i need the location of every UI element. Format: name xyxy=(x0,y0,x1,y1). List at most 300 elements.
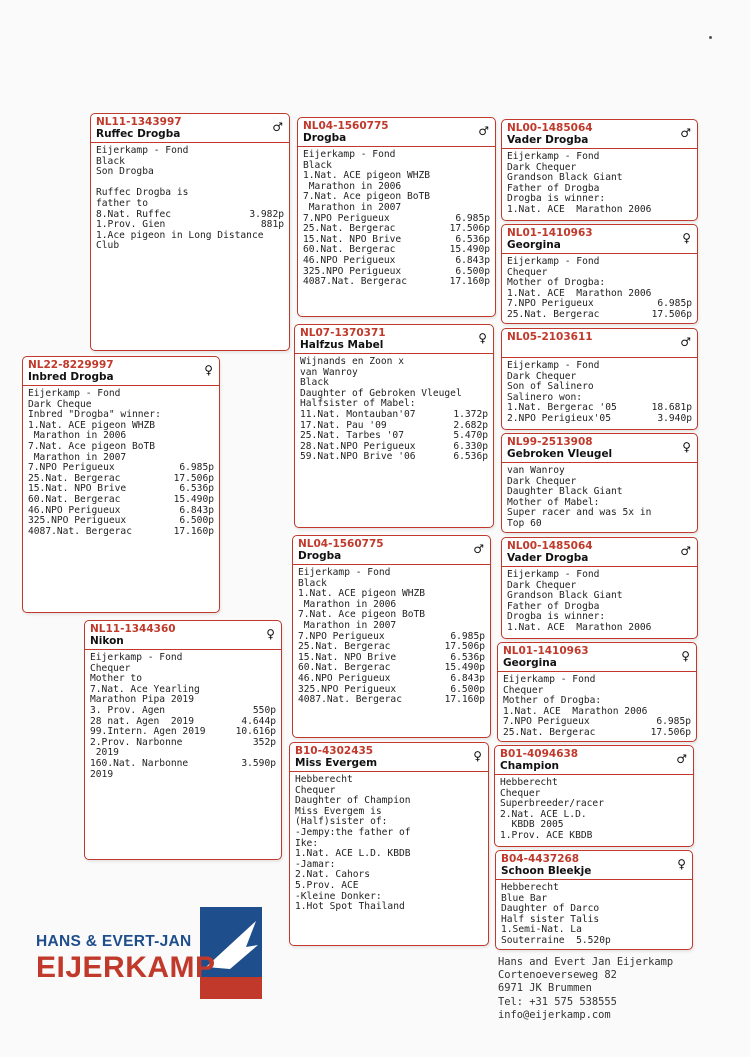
card-body xyxy=(295,354,493,465)
line-text: -Jempy:the father of xyxy=(295,826,411,838)
line-value: 10.616p xyxy=(235,726,276,738)
line-text: Dark Chequer xyxy=(507,370,577,382)
line-text: 25.Nat. Bergerac xyxy=(28,472,121,484)
line-value: 17.506p xyxy=(173,472,214,484)
card-body xyxy=(23,386,219,539)
logo-line1: HANS & EVERT-JAN xyxy=(36,933,192,950)
line-text: 2.NPO Perigieux'05 xyxy=(507,412,611,424)
contact-email[interactable]: info@eijerkamp.com xyxy=(498,1008,611,1021)
line-text: Black xyxy=(96,155,125,167)
result-line xyxy=(500,778,688,789)
pedigree-card xyxy=(297,117,496,317)
result-line xyxy=(298,621,485,632)
ring-number: NL04-1560775 xyxy=(298,538,384,550)
line-text: 46.NPO Perigueux xyxy=(28,504,121,516)
card-header xyxy=(290,743,488,772)
line-value: 6.985p xyxy=(657,298,692,310)
card-header xyxy=(496,851,692,880)
result-line xyxy=(507,152,692,163)
result-line xyxy=(295,881,483,892)
line-text: Chequer xyxy=(295,784,336,796)
card-body xyxy=(502,463,697,532)
pedigree-card xyxy=(289,742,489,946)
ring-number: B01-4094638 xyxy=(500,748,579,760)
line-text: 160.Nat. Narbonne xyxy=(90,757,189,769)
result-line xyxy=(298,568,485,579)
card-body xyxy=(293,565,490,708)
result-line xyxy=(507,361,692,372)
line-value: 6.500p xyxy=(455,265,490,277)
line-value: 17.506p xyxy=(444,641,485,653)
line-text: Superbreeder/racer xyxy=(500,798,604,810)
ring-number: NL99-2513908 xyxy=(507,436,593,448)
line-text: Chequer xyxy=(500,787,541,799)
line-text: van Wanroy xyxy=(507,465,565,476)
pigeon-name: Georgina xyxy=(503,657,557,669)
line-text: Mother of Drogba: xyxy=(503,695,602,707)
line-text: Halfsister of Mabel: xyxy=(300,398,416,410)
pigeon-name: Halfzus Mabel xyxy=(300,339,384,351)
line-text: 4087.Nat. Bergerac xyxy=(298,694,402,706)
result-line xyxy=(303,150,490,161)
line-value: 15.490p xyxy=(173,493,214,505)
card-header xyxy=(23,357,219,386)
card-body xyxy=(502,149,697,218)
line-value: 6.536p xyxy=(453,451,488,463)
line-value: 6.985p xyxy=(179,462,214,474)
line-text: Ike: xyxy=(295,837,319,849)
card-body xyxy=(496,880,692,949)
contact-city: 6971 JK Brummen xyxy=(498,982,592,995)
speck xyxy=(709,36,712,39)
line-text: 1.Nat. ACE Marathon 2006 xyxy=(507,621,652,633)
line-text: 325.NPO Perigueux xyxy=(303,265,402,277)
line-text: 15.Nat. NPO Brive xyxy=(298,651,397,663)
line-text: 2019 xyxy=(90,768,114,780)
card-header xyxy=(85,621,281,650)
female-symbol-icon: ♀ xyxy=(204,363,213,377)
line-text: Inbred "Drogba" winner: xyxy=(28,409,161,421)
line-text: Eijerkamp - Fond xyxy=(507,360,600,371)
pigeon-name: Vader Drogba xyxy=(507,552,589,564)
result-line xyxy=(96,199,284,210)
line-text: 59.Nat.NPO Brive '06 xyxy=(300,451,416,463)
line-text: 60.Nat. Bergerac xyxy=(303,244,396,256)
line-text: Dark Chequer xyxy=(507,161,577,173)
line-value: 352p xyxy=(252,736,276,748)
pedigree-card xyxy=(494,745,694,847)
line-text: Marathon in 2007 xyxy=(28,451,127,463)
line-value: 18.681p xyxy=(651,402,692,414)
card-header xyxy=(298,118,495,147)
pigeon-name: Nikon xyxy=(90,635,124,647)
result-line xyxy=(501,936,687,947)
line-value: 6.843p xyxy=(455,254,490,266)
line-value: 6.500p xyxy=(450,683,485,695)
pigeon-name: Miss Evergem xyxy=(295,757,378,769)
line-value: 2.682p xyxy=(453,419,488,431)
line-value: 17.160p xyxy=(449,276,490,288)
line-text: 25.Nat. Bergerac xyxy=(503,726,596,738)
card-header xyxy=(502,225,697,254)
line-text: Black xyxy=(300,377,329,389)
result-line xyxy=(507,623,692,634)
female-symbol-icon: ♀ xyxy=(677,857,686,871)
line-text: Top 60 xyxy=(507,517,542,529)
line-text: Eijerkamp - Fond xyxy=(28,388,121,399)
line-text: 15.Nat. NPO Brive xyxy=(28,483,127,495)
line-text: 1.Ace pigeon in Long Distance xyxy=(96,229,264,241)
line-text: 28.Nat.NPO Perigueux xyxy=(300,440,416,452)
card-header xyxy=(502,538,697,567)
pigeon-name: Ruffec Drogba xyxy=(96,128,181,140)
line-text: 1.Nat. ACE pigeon WHZB xyxy=(28,419,156,431)
result-line xyxy=(28,495,214,506)
line-text: Mother of Drogba: xyxy=(507,277,606,289)
line-text: father to xyxy=(96,197,148,209)
pedigree-card xyxy=(294,324,494,528)
card-body xyxy=(498,672,696,741)
pigeon-name: Champion xyxy=(500,760,560,772)
line-text: Miss Evergem is xyxy=(295,805,382,817)
contact-name: Hans and Evert Jan Eijerkamp xyxy=(498,956,674,968)
line-text: -Kleine Donker: xyxy=(295,890,382,902)
line-text: Son of Salinero xyxy=(507,381,594,393)
line-text: 5.Prov. ACE xyxy=(295,879,359,891)
ring-number: NL00-1485064 xyxy=(507,540,593,552)
line-text: 7.NPO Perigueux xyxy=(503,716,590,728)
line-text: Marathon in 2006 xyxy=(298,598,397,610)
card-header xyxy=(495,746,693,775)
line-text: van Wanroy xyxy=(300,366,358,378)
line-value: 881p xyxy=(260,219,284,231)
line-text: 1.Nat. ACE pigeon WHZB xyxy=(298,588,426,600)
pedigree-card xyxy=(501,328,698,430)
line-text: Eijerkamp - Fond xyxy=(507,569,600,580)
pigeon-name: Drogba xyxy=(303,132,347,144)
line-text: Daughter Black Giant xyxy=(507,486,623,498)
line-text: Chequer xyxy=(90,662,131,674)
line-value: 4.644p xyxy=(241,715,276,727)
line-value: 6.843p xyxy=(450,672,485,684)
line-text: KBDB 2005 xyxy=(500,819,564,831)
line-value: 3.590p xyxy=(241,757,276,769)
pigeon-name: Gebroken Vleugel xyxy=(507,448,613,460)
male-symbol-icon: ♂ xyxy=(676,752,687,766)
line-text: 2.Nat. ACE L.D. xyxy=(500,808,587,820)
line-text: 2.Nat. Cahors xyxy=(295,869,371,881)
result-line xyxy=(507,257,692,268)
line-value: 6.536p xyxy=(179,483,214,495)
line-text: 1.Nat. ACE Marathon 2006 xyxy=(507,203,652,215)
result-line xyxy=(96,241,284,252)
pedigree-card xyxy=(84,620,282,860)
line-text: Grandson Black Giant xyxy=(507,172,623,184)
line-text: 7.Nat. Ace pigeon BoTB xyxy=(303,191,431,203)
line-text: 1.Prov. Gien xyxy=(96,219,166,231)
pedigree-card xyxy=(22,356,220,613)
pedigree-card xyxy=(501,433,698,533)
card-body xyxy=(502,358,697,427)
line-text: 25.Nat. Bergerac xyxy=(507,308,600,320)
line-text: 25.Nat. Bergerac xyxy=(303,223,396,235)
line-text: 7.NPO Perigueux xyxy=(303,212,390,224)
line-text: Father of Drogba xyxy=(507,600,600,612)
result-line xyxy=(96,146,284,157)
line-text: Drogba is winner: xyxy=(507,611,606,623)
line-text: 60.Nat. Bergerac xyxy=(28,493,121,505)
ring-number: NL07-1370371 xyxy=(300,327,386,339)
contact-block xyxy=(498,956,673,1022)
line-value: 6.536p xyxy=(450,651,485,663)
line-value: 1.372p xyxy=(453,408,488,420)
card-header xyxy=(91,114,289,143)
line-text: 4087.Nat. Bergerac xyxy=(28,525,132,537)
line-text: 1.Prov. ACE KBDB xyxy=(500,829,593,841)
result-line xyxy=(295,775,483,786)
line-text: 325.NPO Perigueux xyxy=(298,683,397,695)
result-line xyxy=(295,902,483,913)
ring-number: NL11-1344360 xyxy=(90,623,176,635)
line-text: 1.Nat. ACE Marathon 2006 xyxy=(507,287,652,299)
result-line xyxy=(507,519,692,530)
line-text: 28 nat. Agen 2019 xyxy=(90,715,194,727)
line-text: 1.Nat. ACE Marathon 2006 xyxy=(503,705,648,717)
line-text: 1.Hot Spot Thailand xyxy=(295,901,405,913)
line-text: Black xyxy=(303,159,332,171)
line-value: 17.160p xyxy=(444,694,485,706)
line-text: 4087.Nat. Bergerac xyxy=(303,276,407,288)
line-text: Super racer and was 5x in xyxy=(507,507,652,519)
line-text: Half sister Talis xyxy=(501,913,600,925)
line-text: Hebberecht xyxy=(501,882,559,893)
pigeon-name: Inbred Drogba xyxy=(28,371,114,383)
result-line xyxy=(295,828,483,839)
line-text: 7.NPO Perigueux xyxy=(28,462,115,474)
female-symbol-icon: ♀ xyxy=(682,440,691,454)
line-text: Drogba is winner: xyxy=(507,193,606,205)
line-text: Ruffec Drogba is xyxy=(96,187,189,199)
line-value: 17.506p xyxy=(651,308,692,320)
result-line xyxy=(503,675,691,686)
card-body xyxy=(502,567,697,636)
result-line xyxy=(303,203,490,214)
logo-line2: EIJERKAMP xyxy=(36,951,216,984)
line-text: Daughter of Gebroken Vleugel xyxy=(300,387,462,399)
line-text: Grandson Black Giant xyxy=(507,590,623,602)
result-line xyxy=(298,695,485,706)
line-text: Eijerkamp - Fond xyxy=(507,151,600,162)
line-text: 325.NPO Perigueux xyxy=(28,515,127,527)
result-line xyxy=(500,831,688,842)
card-body xyxy=(502,254,697,323)
card-body xyxy=(290,772,488,915)
line-text: Son Drogba xyxy=(96,166,154,178)
line-value: 6.330p xyxy=(453,440,488,452)
line-text: Souterraine 5.520p xyxy=(501,934,611,946)
line-text: 8.Nat. Ruffec xyxy=(96,208,172,220)
ring-number: NL01-1410963 xyxy=(503,645,589,657)
pedigree-card xyxy=(495,850,693,950)
ring-number: NL04-1560775 xyxy=(303,120,389,132)
line-value: 6.536p xyxy=(455,233,490,245)
line-text: (Half)sister of: xyxy=(295,816,388,828)
line-text: Eijerkamp - Fond xyxy=(503,674,596,685)
line-text: 1.Semi-Nat. La xyxy=(501,924,582,936)
line-value: 15.490p xyxy=(444,662,485,674)
card-header xyxy=(502,434,697,463)
line-text: 3. Prov. Agen xyxy=(90,704,166,716)
line-text: 7.NPO Perigueux xyxy=(507,298,594,310)
result-line xyxy=(507,570,692,581)
result-line xyxy=(96,167,284,178)
line-value: 6.985p xyxy=(455,212,490,224)
line-text: Father of Drogba xyxy=(507,182,600,194)
line-text: Chequer xyxy=(503,684,544,696)
result-line xyxy=(28,442,214,453)
line-value: 15.490p xyxy=(449,244,490,256)
result-line xyxy=(90,770,276,781)
pigeon-name: Drogba xyxy=(298,550,342,562)
female-symbol-icon: ♀ xyxy=(473,749,482,763)
male-symbol-icon: ♂ xyxy=(473,542,484,556)
result-line xyxy=(303,256,490,267)
line-text: Club xyxy=(96,240,120,252)
line-text: 7.NPO Perigueux xyxy=(298,630,385,642)
line-text: Eijerkamp - Fond xyxy=(96,145,189,156)
card-body xyxy=(298,147,495,290)
ring-number: B04-4437268 xyxy=(501,853,580,865)
female-symbol-icon: ♀ xyxy=(478,331,487,345)
pedigree-card xyxy=(90,113,290,351)
result-line xyxy=(28,527,214,538)
male-symbol-icon: ♂ xyxy=(680,126,691,140)
card-header xyxy=(293,536,490,565)
male-symbol-icon: ♂ xyxy=(680,335,691,349)
line-text: Dark Cheque xyxy=(28,398,92,410)
result-line xyxy=(90,653,276,664)
line-value: 3.940p xyxy=(657,412,692,424)
male-symbol-icon: ♂ xyxy=(272,120,283,134)
pigeon-name: Vader Drogba xyxy=(507,134,589,146)
line-value: 6.500p xyxy=(179,515,214,527)
line-text: 7.Nat. Ace pigeon BoTB xyxy=(28,440,156,452)
result-line xyxy=(507,310,692,321)
result-line xyxy=(300,357,488,368)
result-line xyxy=(298,674,485,685)
line-text: Hebberecht xyxy=(295,774,353,785)
result-line xyxy=(507,414,692,425)
pigeon-name: Schoon Bleekje xyxy=(501,865,592,877)
card-body xyxy=(495,775,693,844)
line-text: 46.NPO Perigueux xyxy=(303,254,396,266)
ring-number: NL01-1410963 xyxy=(507,227,593,239)
ring-number: NL11-1343997 xyxy=(96,116,182,128)
pigeon-name: Georgina xyxy=(507,239,561,251)
line-text: 60.Nat. Bergerac xyxy=(298,662,391,674)
line-value: 550p xyxy=(252,704,276,716)
line-text: Eijerkamp - Fond xyxy=(507,256,600,267)
line-text: 1.Nat. Bergerac '05 xyxy=(507,402,617,414)
line-value: 3.982p xyxy=(249,208,284,220)
line-text: 46.NPO Perigueux xyxy=(298,672,391,684)
line-text: 25.Nat. Bergerac xyxy=(298,641,391,653)
line-text: Dark Chequer xyxy=(507,579,577,591)
line-text: -Jamar: xyxy=(295,858,336,870)
result-line xyxy=(303,277,490,288)
pedigree-card xyxy=(497,642,697,742)
line-text: 7.Nat. Ace pigeon BoTB xyxy=(298,609,426,621)
card-header xyxy=(295,325,493,354)
line-text: Marathon Pipa 2019 xyxy=(90,694,194,706)
line-text: Black xyxy=(298,577,327,589)
line-text: 15.Nat. NPO Brive xyxy=(303,233,402,245)
line-text: 25.Nat. Tarbes '07 xyxy=(300,430,404,442)
line-text: Marathon in 2006 xyxy=(303,180,402,192)
line-text: Hebberecht xyxy=(500,777,558,788)
pedigree-card xyxy=(501,119,698,221)
brand-logo xyxy=(28,907,260,999)
line-text: 2019 xyxy=(90,747,119,759)
line-value: 6.985p xyxy=(656,716,691,728)
result-line xyxy=(503,728,691,739)
male-symbol-icon: ♂ xyxy=(680,544,691,558)
card-header xyxy=(498,643,696,672)
line-text: Blue Bar xyxy=(501,892,548,904)
line-text: Eijerkamp - Fond xyxy=(90,652,183,663)
male-symbol-icon: ♂ xyxy=(478,124,489,138)
line-text: 99.Intern. Agen 2019 xyxy=(90,726,206,738)
result-line xyxy=(90,706,276,717)
female-symbol-icon: ♀ xyxy=(682,231,691,245)
line-value: 6.985p xyxy=(450,630,485,642)
result-line xyxy=(507,466,692,477)
contact-street: Cortenoeverseweg 82 xyxy=(498,969,617,982)
line-text: Salinero won: xyxy=(507,391,583,403)
line-text: 1.Nat. ACE L.D. KBDB xyxy=(295,848,411,860)
line-value: 17.506p xyxy=(650,726,691,738)
line-text: Daughter of Darco xyxy=(501,903,600,915)
result-line xyxy=(300,410,488,421)
pedigree-card xyxy=(501,224,698,324)
result-line xyxy=(96,231,284,242)
line-value: 5.470p xyxy=(453,430,488,442)
line-value: 6.843p xyxy=(179,504,214,516)
result-line xyxy=(28,389,214,400)
ring-number: NL00-1485064 xyxy=(507,122,593,134)
line-value: 17.160p xyxy=(173,525,214,537)
line-text: Dark Chequer xyxy=(507,475,577,487)
line-text: Mother of Mabel: xyxy=(507,496,600,508)
female-symbol-icon: ♀ xyxy=(266,627,275,641)
line-text: Mother to xyxy=(90,673,142,685)
card-header xyxy=(502,120,697,149)
line-text: 17.Nat. Pau '09 xyxy=(300,419,387,431)
female-symbol-icon: ♀ xyxy=(681,649,690,663)
contact-phone: Tel: +31 575 538555 xyxy=(498,995,617,1008)
pedigree-card xyxy=(501,537,698,639)
line-text: 2.Prov. Narbonne xyxy=(90,736,183,748)
card-header xyxy=(502,329,697,358)
result-line xyxy=(90,759,276,770)
result-line xyxy=(300,452,488,463)
line-text: Marathon in 2006 xyxy=(28,430,127,442)
ring-number: NL22-8229997 xyxy=(28,359,114,371)
ring-number: B10-4302435 xyxy=(295,745,374,757)
line-text: Eijerkamp - Fond xyxy=(298,567,391,578)
line-text: Chequer xyxy=(507,266,548,278)
card-body xyxy=(85,650,281,782)
